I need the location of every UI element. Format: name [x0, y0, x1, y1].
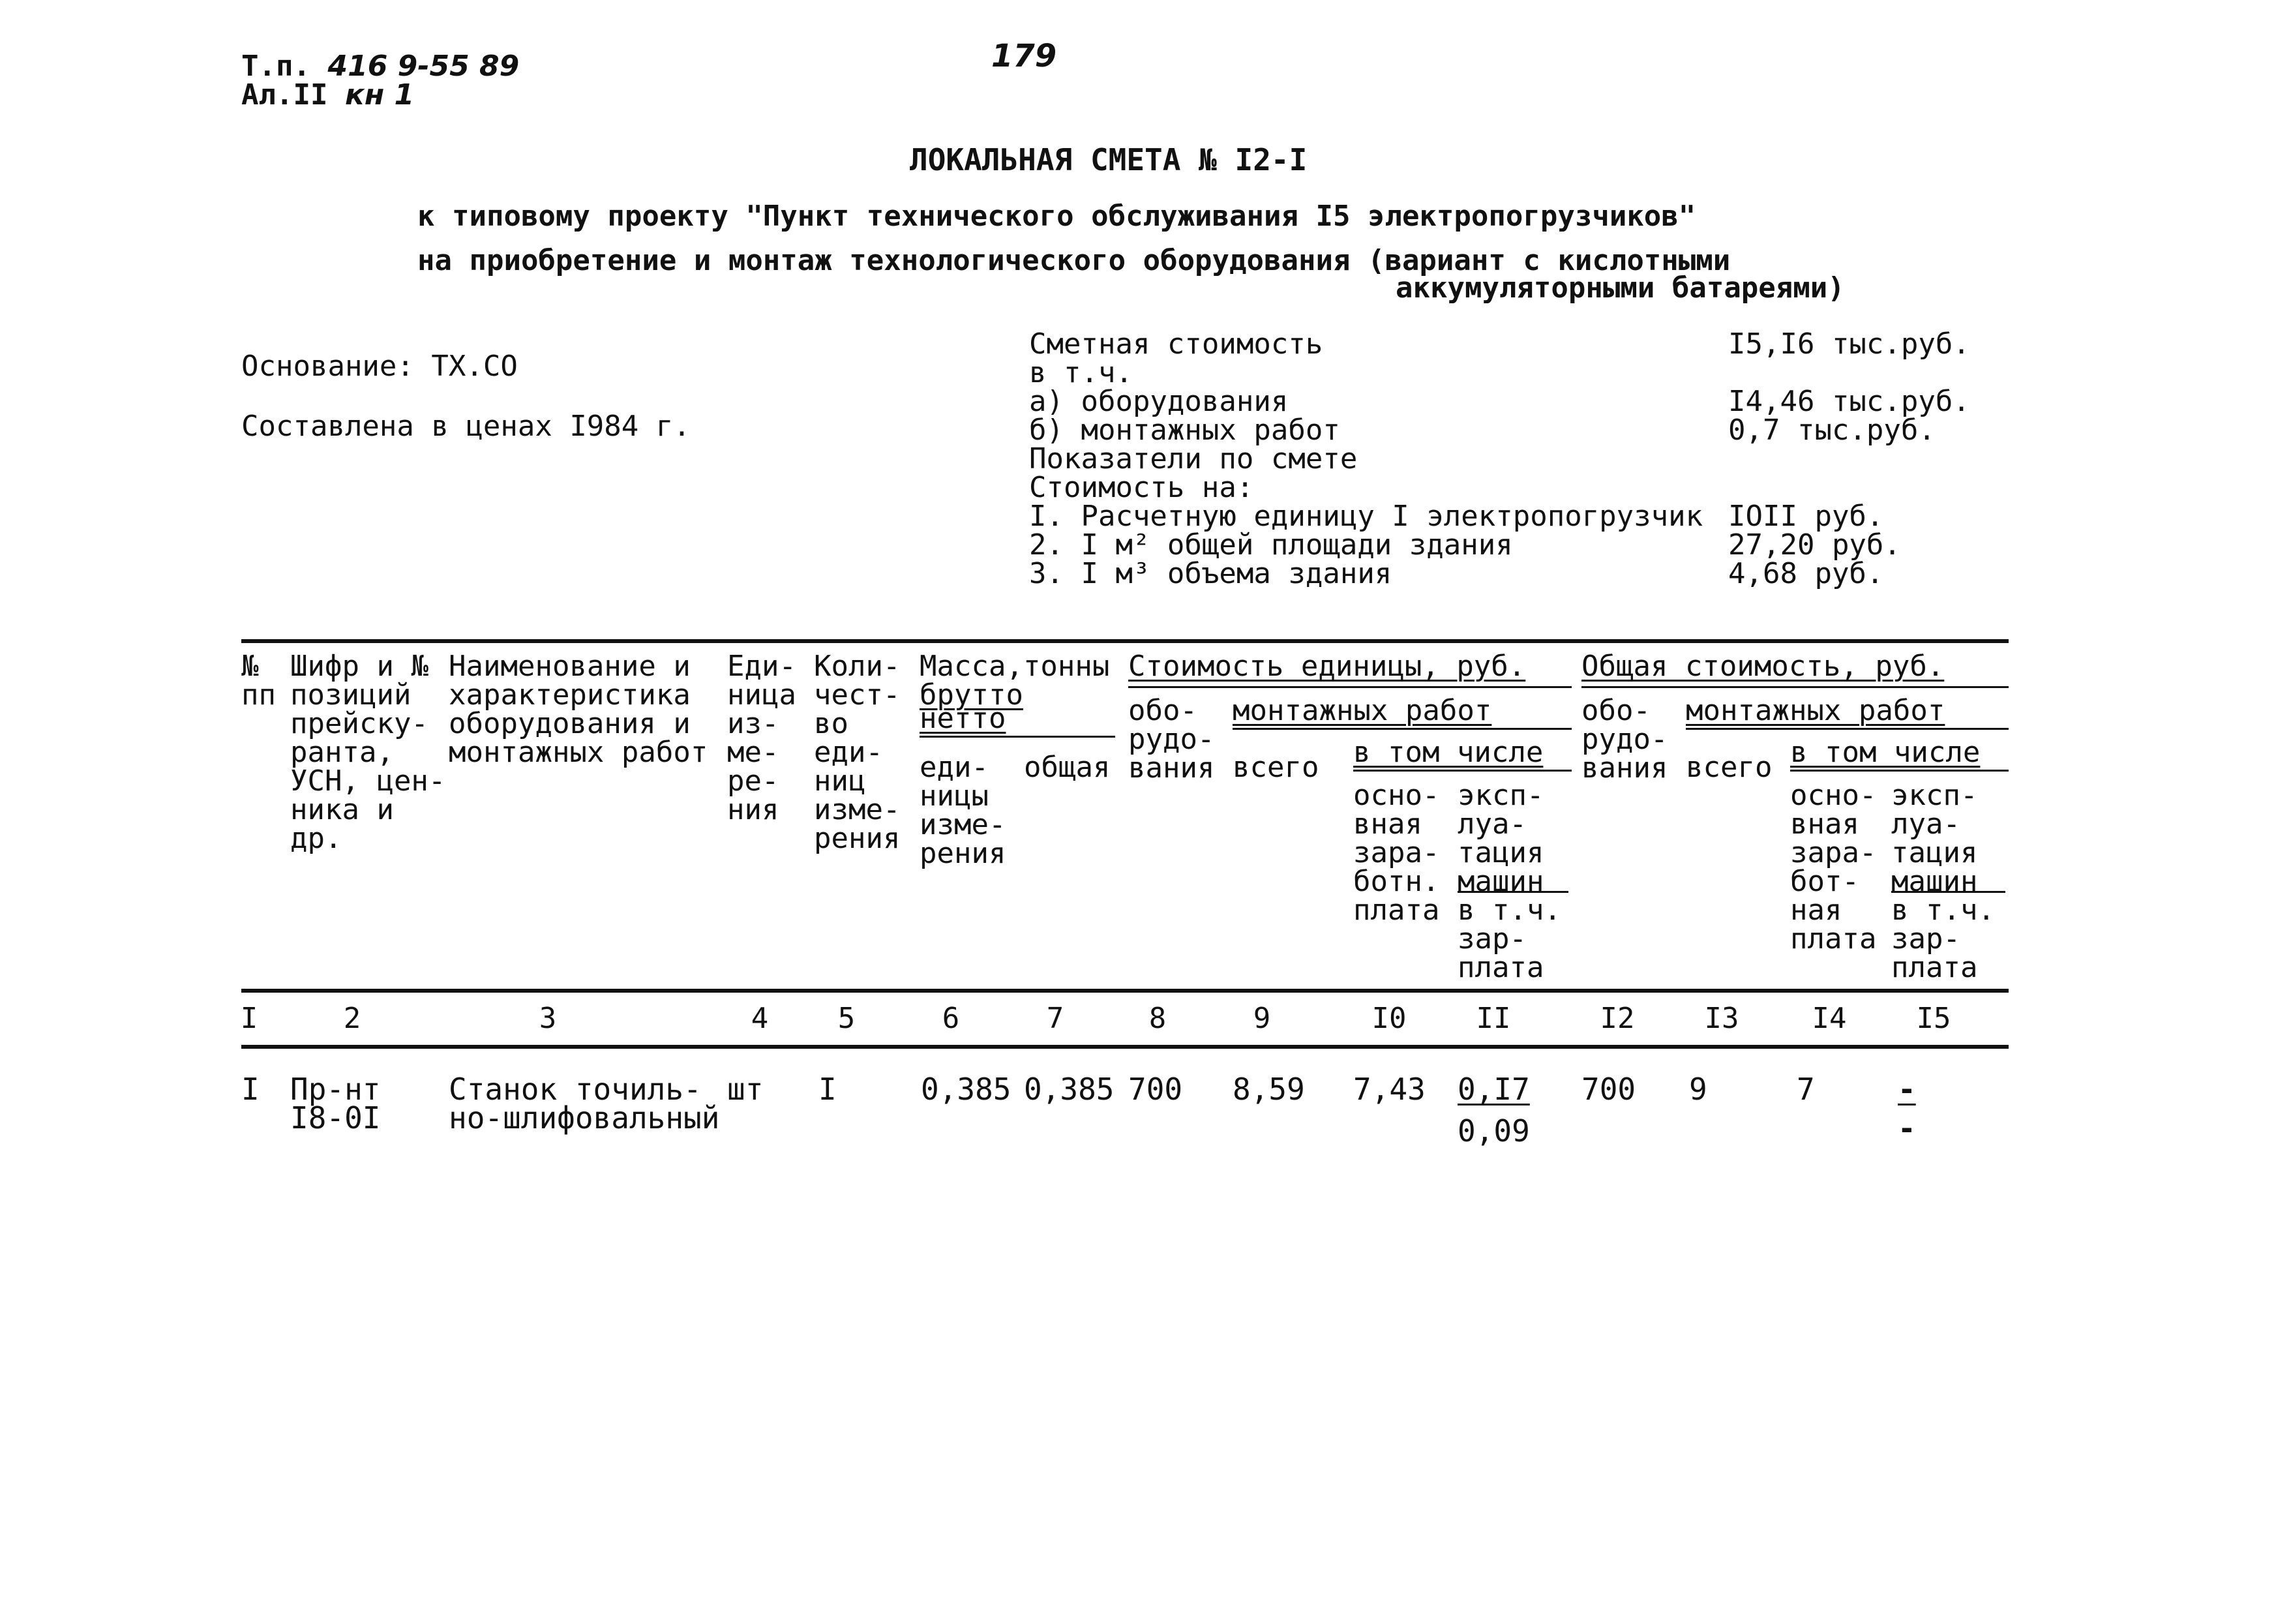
row-mass-unit: 0,385 [921, 1072, 1011, 1107]
header-unit-base-pay: осно- вная зара- ботн. плата [1353, 779, 1440, 927]
row-base-pay-total: 7 [1797, 1072, 1815, 1107]
reference-print: Т.п. [241, 50, 310, 83]
column-number: I0 [1371, 1002, 1407, 1035]
header-mass-netto: нетто [920, 702, 1006, 735]
column-number: I5 [1916, 1002, 1951, 1035]
header-total-base-pay: осно- вная зара- бот- ная плата [1790, 779, 1877, 955]
row-mont-unit: 8,59 [1233, 1072, 1305, 1107]
cost-label-1: в т.ч. [1029, 356, 1133, 389]
column-number: 8 [1148, 1002, 1167, 1035]
title-line-2: на приобретение и монтаж технологического оборудования (вариант с кислотными [417, 244, 1731, 277]
header-unit-machine-ops: эксп- луа- тация машин [1458, 779, 1544, 898]
column-number: II [1476, 1002, 1511, 1035]
row-machine-wage-total: - [1898, 1111, 1916, 1146]
header-total-incl: в том числе [1790, 736, 1981, 769]
cost-value-3: 0,7 тыс.руб. [1728, 414, 1936, 447]
table-top-rule [241, 639, 2009, 643]
column-number: 2 [343, 1002, 361, 1035]
row-equipment-unit: 700 [1128, 1072, 1183, 1107]
header-mass: Масса,тонны [920, 650, 1110, 683]
row-machine-ops-unit: 0,I7 [1458, 1072, 1530, 1107]
header-total-all: всего [1686, 751, 1773, 784]
cost-value-2: I4,46 тыс.руб. [1728, 385, 1970, 418]
column-number: 6 [942, 1002, 960, 1035]
column-number: I [240, 1002, 258, 1035]
cost-value-6: IOII руб. [1728, 500, 1884, 533]
header-unit-incl: в том числе [1353, 736, 1544, 769]
cost-value-7: 27,20 руб. [1728, 528, 1901, 562]
cost-label-6: I. Расчетную единицу I электропогрузчик [1029, 500, 1703, 533]
prices-text: Составлена в ценах I984 г. [241, 410, 691, 443]
header-name: Наименование и характеристика оборудования и монтажных работ [449, 650, 708, 769]
header-unit-mont: монтажных работ [1233, 694, 1492, 727]
total-mont-subrule [1686, 728, 2009, 730]
header-total-wage: зар- плата [1891, 922, 1978, 984]
total-incl-subrule [1790, 770, 2009, 772]
header-total-machine-ops: эксп- луа- тация машин [1891, 779, 1978, 898]
header-unit-wage: зар- плата [1458, 922, 1544, 984]
header-bottom-rule [241, 989, 2009, 993]
album-print: Ал.II [241, 78, 328, 112]
row-machine-wage-unit: 0,09 [1458, 1113, 1530, 1149]
document-title: ЛОКАЛЬНАЯ СМЕТА № I2-I [910, 142, 1308, 177]
header-mass-total: общая [1024, 751, 1111, 784]
header-unit: Еди- ница из- ме- ре- ния [727, 650, 796, 826]
row-unit: шт [727, 1072, 764, 1107]
row-code: Пр-нт I8-0I [290, 1072, 381, 1135]
row-equipment-total: 700 [1581, 1072, 1636, 1107]
row-quantity: I [818, 1072, 837, 1107]
row-machine-ops-total: - [1898, 1072, 1916, 1107]
column-number: 4 [751, 1002, 769, 1035]
title-line-3: аккумуляторными батареями) [1396, 271, 1845, 305]
cost-value-0: I5,I6 тыс.руб. [1728, 327, 1970, 361]
unit-cost-subrule [1128, 686, 1572, 688]
header-mass-unit: еди- ницы изме- рения [920, 751, 1006, 870]
header-total-cost: Общая стоимость, руб. [1581, 650, 1945, 683]
cost-label-2: а) оборудования [1029, 385, 1289, 418]
cost-value-8: 4,68 руб. [1728, 557, 1884, 590]
column-numbers-rule [241, 1045, 2009, 1049]
header-total-equipment: обо- рудо- вания [1581, 694, 1668, 785]
column-number: 3 [539, 1002, 557, 1035]
header-total-mont: монтажных работ [1686, 694, 1945, 727]
header-unit-incl-tch: в т.ч. [1458, 894, 1561, 927]
cost-label-7: 2. I м² общей площади здания [1029, 528, 1513, 562]
row-number: I [241, 1072, 260, 1107]
cost-label-5: Стоимость на: [1029, 471, 1254, 504]
mass-subrule [920, 736, 1115, 738]
basis-text: Основание: ТХ.СО [241, 350, 518, 383]
header-unit-all: всего [1233, 751, 1319, 784]
header-unit-equipment: обо- рудо- вания [1128, 694, 1215, 785]
header-code: Шифр и № позиций прейску- ранта, УСН, цен- ника и др. [290, 650, 446, 855]
cost-label-0: Сметная стоимость [1029, 327, 1323, 361]
page-number: 179 [991, 38, 1057, 74]
header-mass-brutto: брутто [920, 678, 1023, 712]
column-number: I4 [1812, 1002, 1847, 1035]
header-total-incl-tch: в т.ч. [1891, 894, 1995, 927]
total-cost-subrule [1581, 686, 2009, 688]
header-number: № пп [241, 650, 276, 712]
reference-handwritten: 416 9-55 89 [327, 50, 520, 83]
album-reference [241, 78, 415, 112]
project-reference [241, 52, 519, 81]
cost-label-4: Показатели по смете [1029, 442, 1358, 475]
unit-mont-subrule [1233, 728, 1572, 730]
unit-incl-subrule [1353, 770, 1572, 772]
album-handwritten: кн 1 [344, 78, 415, 112]
cost-label-8: 3. I м³ объема здания [1029, 557, 1392, 590]
title-line-1: к типовому проекту "Пункт технического обслуживания I5 электропогрузчиков" [417, 200, 1696, 233]
header-quantity: Коли- чест- во еди- ниц изме- рения [814, 650, 901, 855]
row-mont-total: 9 [1689, 1072, 1707, 1107]
row-base-pay-unit: 7,43 [1353, 1072, 1426, 1107]
column-number: I2 [1600, 1002, 1635, 1035]
column-number: 9 [1253, 1002, 1271, 1035]
header-unit-cost: Стоимость единицы, руб. [1128, 650, 1526, 683]
row-name: Станок точиль- но-шлифовальный [449, 1072, 720, 1135]
column-number: I3 [1704, 1002, 1739, 1035]
row-mass-total: 0,385 [1024, 1072, 1115, 1107]
cost-label-3: б) монтажных работ [1029, 414, 1340, 447]
column-number: 5 [837, 1002, 856, 1035]
column-number: 7 [1046, 1002, 1064, 1035]
